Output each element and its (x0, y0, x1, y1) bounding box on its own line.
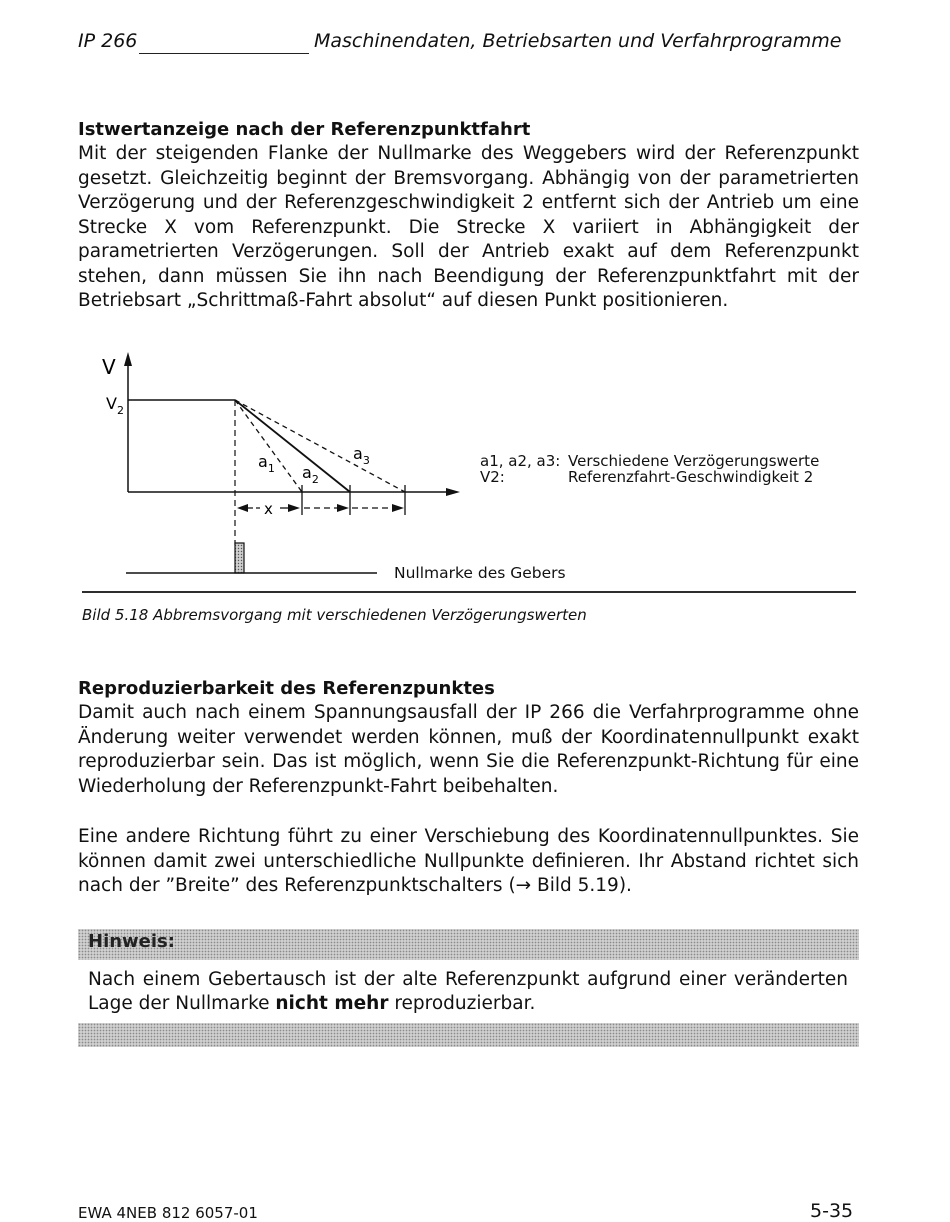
legend-row-decel (480, 453, 819, 469)
x-arrow-left-head (237, 504, 248, 512)
a3-label: $a_3$ (353, 444, 370, 467)
footer-doc-id: EWA 4NEB 812 6057-01 (78, 1204, 258, 1222)
header-left: IP 266 (78, 30, 138, 52)
legend-row-v2 (480, 469, 819, 485)
v-axis-arrow (124, 352, 132, 366)
section1-heading: Istwertanzeige nach der Referenzpunktfahrt (78, 119, 531, 140)
hint-header-bar (78, 929, 859, 960)
figure-legend (480, 453, 819, 485)
hint-footer-bar (78, 1023, 859, 1047)
a2-label: $a_2$ (302, 463, 319, 486)
header-rule (139, 53, 309, 54)
legend-key-decel: a1, a2, a3: (480, 452, 561, 470)
decel-line-a2 (235, 400, 350, 492)
zero-mark-pulse (235, 543, 244, 573)
figure-caption: Bild 5.18 Abbremsvorgang mit verschiedenen Verzögerungswerten (82, 606, 587, 624)
v-axis-label: V (102, 355, 116, 379)
x2-arrow-head (337, 504, 349, 512)
v2-label: $V_2$ (106, 394, 124, 417)
page-number: 5-35 (810, 1200, 854, 1222)
x-arrow-right-head (288, 504, 300, 512)
section-reproduzierbarkeit (78, 677, 859, 899)
legend-value-decel: Verschiedene Verzögerungswerte (568, 452, 820, 470)
section1-paragraph: Mit der steigenden Flanke der Nullmarke des Weggebers wird der Referenzpunkt gesetzt. Gleichzeitig beginnt der Bremsvorgang. Abhängig von der parametrierten Verzögerung und der Referenzgeschwindigkeit 2 entfernt sich der Antrieb um eine Strecke X vom Referenzpunkt. Die Strecke X variiert in Abhängigkeit der parametrierten Verzögerungen. Soll der Antrieb exakt auf dem Referenzpunkt stehen, dann müssen Sie ihn nach Beendigung der Referenzpunktfahrt mit der Betriebsart „Schrittmaß-Fahrt absolut“ auf diesen Punkt positionieren. (78, 143, 859, 311)
legend-value-v2: Referenzfahrt-Geschwindigkeit 2 (568, 468, 814, 486)
x3-arrow-head (392, 504, 404, 512)
x-label: x (264, 500, 273, 518)
time-axis-arrow (446, 488, 460, 496)
legend-key-v2: V2: (480, 468, 505, 486)
section2-heading: Reproduzierbarkeit des Referenzpunktes (78, 678, 495, 699)
figure-braking-diagram (78, 340, 868, 600)
header-right: Maschinendaten, Betriebsarten und Verfahrprogramme (314, 30, 842, 52)
section2-paragraph1: Damit auch nach einem Spannungsausfall der IP 266 die Verfahrprogramme ohne Änderung weiter verwendet werden können, muß der Koordinatennullpunkt exakt reproduzierbar sein. Das ist möglich, wenn Sie die Referenzpunkt-Richtung für eine Wiederholung der Referenzpunkt-Fahrt beibehalten. (78, 702, 859, 797)
a1-label: $a_1$ (258, 452, 275, 475)
hint-label: Hinweis: (88, 931, 175, 952)
hint-text: Nach einem Gebertausch ist der alte Referenzpunkt aufgrund einer veränderten Lage der Nullmarke nicht mehr reproduzierbar. (88, 969, 848, 1014)
decel-line-a3 (235, 400, 405, 492)
section-istwertanzeige (78, 118, 859, 314)
nullmarke-label: Nullmarke des Gebers (394, 564, 566, 582)
section2-paragraph2: Eine andere Richtung führt zu einer Verschiebung des Koordinatennullpunktes. Sie können damit zwei unterschiedliche Nullpunkte definieren. Ihr Abstand richtet sich nach der ”Breite” des Referenzpunktschalters (→ Bild 5.19). (78, 826, 859, 896)
hint-emphasis: nicht mehr (275, 993, 389, 1014)
